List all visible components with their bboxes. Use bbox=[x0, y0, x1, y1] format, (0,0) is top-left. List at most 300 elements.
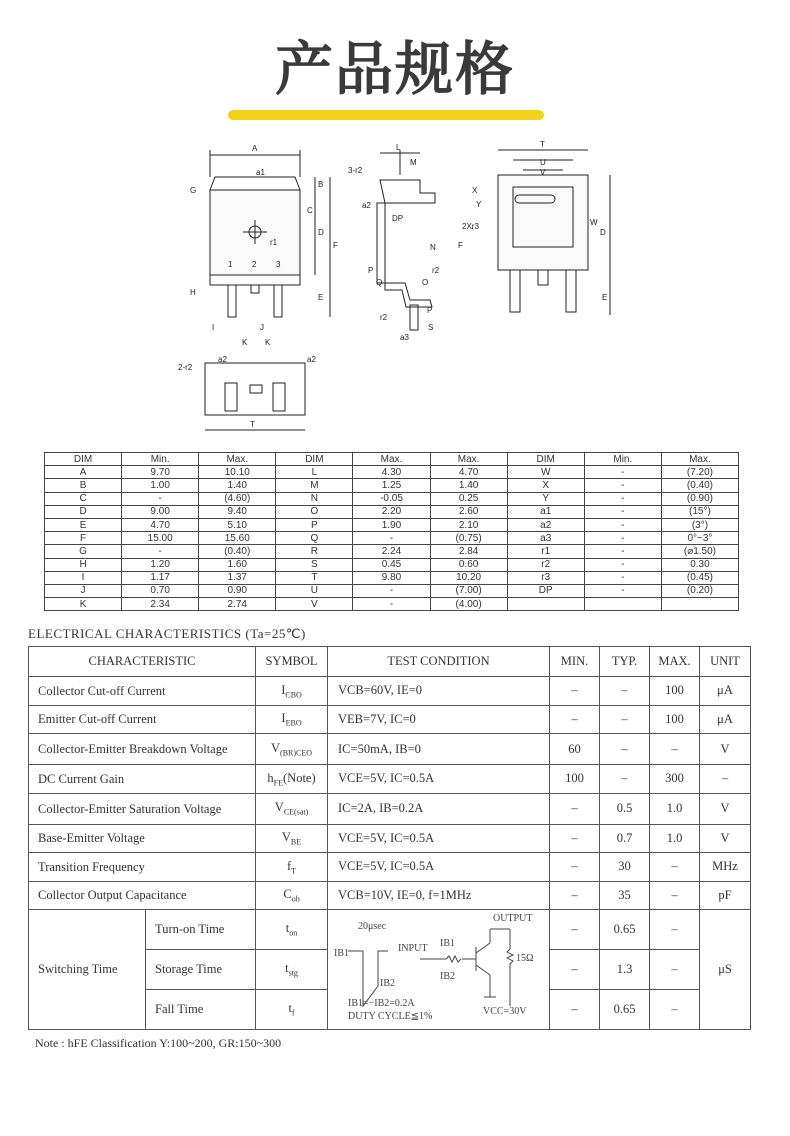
max-value: – bbox=[650, 950, 700, 990]
dimension-table-body bbox=[45, 466, 739, 611]
symbol-subscript: stg bbox=[288, 968, 298, 978]
svg-text:U: U bbox=[540, 158, 546, 167]
test-condition: VEB=7V, IC=0 bbox=[328, 705, 550, 734]
dimension-cell: - bbox=[584, 518, 661, 531]
svg-text:G: G bbox=[190, 186, 197, 195]
dimension-cell: 5.10 bbox=[199, 518, 276, 531]
max-value: – bbox=[650, 910, 700, 950]
vcc-label: VCC=30V bbox=[483, 1005, 527, 1017]
min-value: – bbox=[550, 705, 600, 734]
dimension-cell: (3°) bbox=[661, 518, 738, 531]
symbol-subscript: CBO bbox=[285, 690, 302, 699]
electrical-row bbox=[29, 881, 751, 910]
electrical-row bbox=[29, 677, 751, 706]
max-value: – bbox=[650, 853, 700, 882]
col-header: DIM bbox=[507, 453, 584, 466]
dimension-cell: F bbox=[45, 532, 122, 545]
dimension-cell: 0.30 bbox=[661, 558, 738, 571]
characteristic-name: Collector Cut-off Current bbox=[29, 677, 256, 706]
load-resistor-label: 15Ω bbox=[516, 952, 534, 964]
dimension-cell: 9.40 bbox=[199, 505, 276, 518]
title-underline bbox=[228, 110, 544, 120]
dimension-cell: H bbox=[45, 558, 122, 571]
svg-text:2-r2: 2-r2 bbox=[178, 363, 193, 372]
dimension-cell: DP bbox=[507, 584, 584, 597]
typ-value: 30 bbox=[600, 853, 650, 882]
svg-text:K: K bbox=[242, 338, 248, 347]
dimension-cell: R bbox=[276, 545, 353, 558]
ib2-label: IB2 bbox=[440, 970, 456, 982]
min-value: – bbox=[550, 824, 600, 853]
dimension-cell: I bbox=[45, 571, 122, 584]
dimension-cell: (0.90) bbox=[661, 492, 738, 505]
ib1-left-label: IB1 bbox=[334, 947, 350, 959]
svg-text:F: F bbox=[333, 241, 338, 250]
dimension-cell bbox=[584, 598, 661, 611]
dimension-cell: 0.25 bbox=[430, 492, 507, 505]
dimension-cell: - bbox=[122, 492, 199, 505]
col-header: Max. bbox=[661, 453, 738, 466]
dimension-row bbox=[45, 598, 739, 611]
typ-value: – bbox=[600, 705, 650, 734]
symbol-main: f bbox=[286, 858, 292, 873]
symbol-subscript: ob bbox=[291, 894, 300, 904]
symbol-subscript: EBO bbox=[285, 718, 302, 728]
col-header-characteristic: CHARACTERISTIC bbox=[29, 647, 256, 677]
characteristic-name: Collector-Emitter Breakdown Voltage bbox=[29, 734, 256, 765]
dimension-cell: 0.60 bbox=[430, 558, 507, 571]
dimension-row bbox=[45, 479, 739, 492]
typ-value: 0.5 bbox=[600, 793, 650, 824]
svg-text:3: 3 bbox=[276, 260, 281, 269]
dimension-cell: M bbox=[276, 479, 353, 492]
electrical-table-body bbox=[29, 677, 751, 1030]
electrical-row bbox=[29, 853, 751, 882]
dimension-cell: 1.20 bbox=[122, 558, 199, 571]
dimension-cell: 10.20 bbox=[430, 571, 507, 584]
dimension-cell: B bbox=[45, 479, 122, 492]
col-header: Max. bbox=[353, 453, 430, 466]
dimension-cell: L bbox=[276, 466, 353, 479]
dimension-cell: Q bbox=[276, 532, 353, 545]
symbol-subscript: CE(sat) bbox=[283, 807, 309, 817]
svg-text:C: C bbox=[307, 206, 313, 215]
dimension-cell: - bbox=[353, 532, 430, 545]
dimension-cell: U bbox=[276, 584, 353, 597]
dimension-cell: 15.60 bbox=[199, 532, 276, 545]
switching-circuit-svg bbox=[328, 911, 548, 1029]
col-header-test-condition: TEST CONDITION bbox=[328, 647, 550, 677]
dimension-row bbox=[45, 584, 739, 597]
dimension-cell: K bbox=[45, 598, 122, 611]
dimension-cell: 0.45 bbox=[353, 558, 430, 571]
svg-text:K: K bbox=[265, 338, 271, 347]
col-header: DIM bbox=[45, 453, 122, 466]
test-condition: VCE=5V, IC=0.5A bbox=[328, 824, 550, 853]
min-value: – bbox=[550, 950, 600, 990]
svg-text:P: P bbox=[368, 266, 374, 275]
symbol-subscript: (BR)CEO bbox=[280, 748, 313, 758]
dimension-cell: 9.80 bbox=[353, 571, 430, 584]
dimension-cell: 4.70 bbox=[430, 466, 507, 479]
dimension-cell: a2 bbox=[507, 518, 584, 531]
svg-text:J: J bbox=[260, 323, 264, 332]
max-value: – bbox=[650, 990, 700, 1030]
dimension-row bbox=[45, 492, 739, 505]
symbol-main: C bbox=[283, 887, 292, 901]
svg-text:I: I bbox=[212, 323, 215, 332]
svg-text:F: F bbox=[458, 241, 463, 250]
pulse-width-label: 20μsec bbox=[358, 920, 387, 932]
dimension-cell: G bbox=[45, 545, 122, 558]
unit-value: – bbox=[700, 765, 751, 794]
min-value: 100 bbox=[550, 765, 600, 794]
switching-sub-name: Turn-on Time bbox=[146, 910, 256, 950]
dimension-row bbox=[45, 505, 739, 518]
col-header-unit: UNIT bbox=[700, 647, 751, 677]
svg-text:a2: a2 bbox=[362, 201, 371, 210]
col-header-typ: TYP. bbox=[600, 647, 650, 677]
symbol-subscript: f bbox=[291, 1008, 295, 1018]
symbol-cell bbox=[256, 705, 328, 734]
load-resistor bbox=[507, 949, 513, 964]
dimension-cell: (0.40) bbox=[199, 545, 276, 558]
characteristic-name: DC Current Gain bbox=[29, 765, 256, 794]
min-value: – bbox=[550, 677, 600, 706]
switching-sub-name: Storage Time bbox=[146, 950, 256, 990]
output-label: OUTPUT bbox=[493, 912, 533, 924]
svg-text:N: N bbox=[430, 243, 436, 252]
symbol-cell bbox=[256, 765, 328, 794]
characteristic-name: Collector-Emitter Saturation Voltage bbox=[29, 793, 256, 824]
switching-unit: μS bbox=[700, 910, 751, 1030]
symbol-cell bbox=[256, 853, 328, 882]
unit-value: V bbox=[700, 793, 751, 824]
svg-text:B: B bbox=[318, 180, 324, 189]
page-title: 产品规格 bbox=[274, 35, 515, 103]
col-header: Max. bbox=[199, 453, 276, 466]
col-header-min: MIN. bbox=[550, 647, 600, 677]
dimension-cell: - bbox=[584, 571, 661, 584]
dimension-cell: 4.30 bbox=[353, 466, 430, 479]
test-condition: VCB=10V, IE=0, f=1MHz bbox=[328, 881, 550, 910]
dimension-table-header bbox=[45, 453, 739, 466]
symbol-main: V bbox=[271, 740, 281, 755]
svg-text:r2: r2 bbox=[432, 266, 440, 275]
svg-text:r1: r1 bbox=[270, 238, 278, 247]
svg-text:a2: a2 bbox=[307, 355, 316, 364]
dimension-cell: 2.84 bbox=[430, 545, 507, 558]
dimension-row bbox=[45, 558, 739, 571]
electrical-characteristics-title: ELECTRICAL CHARACTERISTICS (Ta=25℃) bbox=[28, 626, 306, 641]
unit-value: μA bbox=[700, 677, 751, 706]
electrical-row bbox=[29, 793, 751, 824]
unit-value: V bbox=[700, 824, 751, 853]
dimension-cell: X bbox=[507, 479, 584, 492]
dimension-cell: P bbox=[276, 518, 353, 531]
symbol-main: t bbox=[288, 1001, 292, 1016]
dimension-table bbox=[44, 452, 739, 611]
min-value: 60 bbox=[550, 734, 600, 765]
svg-text:H: H bbox=[190, 288, 196, 297]
dimension-cell: - bbox=[584, 492, 661, 505]
svg-text:O: O bbox=[422, 278, 429, 287]
col-header: DIM bbox=[276, 453, 353, 466]
symbol-subscript: FE bbox=[273, 778, 283, 787]
ib-condition-label: IB1=−IB2=0.2A bbox=[348, 997, 415, 1009]
svg-text:X: X bbox=[472, 186, 478, 195]
svg-text:W: W bbox=[590, 218, 598, 227]
dimension-cell bbox=[507, 598, 584, 611]
dimension-cell: W bbox=[507, 466, 584, 479]
dimension-cell: 1.40 bbox=[199, 479, 276, 492]
electrical-row bbox=[29, 734, 751, 765]
dimension-cell: D bbox=[45, 505, 122, 518]
min-value: – bbox=[550, 793, 600, 824]
dimension-cell: 1.25 bbox=[353, 479, 430, 492]
svg-text:E: E bbox=[318, 293, 324, 302]
switching-sub-name: Fall Time bbox=[146, 990, 256, 1030]
symbol-suffix: (Note) bbox=[283, 770, 316, 785]
dimension-cell: - bbox=[584, 584, 661, 597]
svg-text:r2: r2 bbox=[380, 313, 388, 322]
svg-text:T: T bbox=[540, 140, 545, 149]
max-value: – bbox=[650, 881, 700, 910]
characteristic-name: Transition Frequency bbox=[29, 853, 256, 882]
dimension-cell: (7.00) bbox=[430, 584, 507, 597]
dimension-cell: 2.34 bbox=[122, 598, 199, 611]
dimension-cell: T bbox=[276, 571, 353, 584]
symbol-cell bbox=[256, 793, 328, 824]
svg-text:2: 2 bbox=[252, 260, 257, 269]
dimension-cell: 9.00 bbox=[122, 505, 199, 518]
svg-text:a1: a1 bbox=[256, 168, 265, 177]
electrical-table-header bbox=[29, 647, 751, 677]
symbol-subscript: BE bbox=[290, 837, 302, 847]
max-value: 100 bbox=[650, 677, 700, 706]
dimension-row bbox=[45, 518, 739, 531]
svg-text:DP: DP bbox=[392, 214, 404, 223]
svg-text:a3: a3 bbox=[400, 333, 409, 342]
dimension-cell: 2.20 bbox=[353, 505, 430, 518]
col-header-symbol: SYMBOL bbox=[256, 647, 328, 677]
svg-text:L: L bbox=[396, 143, 401, 152]
svg-text:E: E bbox=[602, 293, 608, 302]
dimension-cell: - bbox=[584, 479, 661, 492]
test-condition: IC=2A, IB=0.2A bbox=[328, 793, 550, 824]
unit-value: MHz bbox=[700, 853, 751, 882]
dimension-cell: r1 bbox=[507, 545, 584, 558]
electrical-row bbox=[29, 705, 751, 734]
test-condition: VCE=5V, IC=0.5A bbox=[328, 765, 550, 794]
dimension-cell: (0.20) bbox=[661, 584, 738, 597]
symbol-main: t bbox=[285, 921, 290, 936]
dimension-cell: 0.90 bbox=[199, 584, 276, 597]
dimension-cell: 2.74 bbox=[199, 598, 276, 611]
test-condition: IC=50mA, IB=0 bbox=[328, 734, 550, 765]
ib1-label: IB1 bbox=[440, 937, 456, 949]
dimension-cell: 0.70 bbox=[122, 584, 199, 597]
package-outline-drawing bbox=[170, 135, 620, 445]
dimension-row bbox=[45, 466, 739, 479]
min-value: – bbox=[550, 853, 600, 882]
typ-value: 0.7 bbox=[600, 824, 650, 853]
dimension-cell: 1.60 bbox=[199, 558, 276, 571]
dimension-cell: (4.60) bbox=[199, 492, 276, 505]
switching-time-label: Switching Time bbox=[29, 910, 146, 1030]
svg-text:D: D bbox=[318, 228, 324, 237]
max-value: 100 bbox=[650, 705, 700, 734]
svg-text:3-r2: 3-r2 bbox=[348, 166, 363, 175]
dimension-cell: 1.90 bbox=[353, 518, 430, 531]
typ-value: 0.65 bbox=[600, 910, 650, 950]
symbol-cell bbox=[256, 677, 328, 706]
symbol-main: I bbox=[281, 711, 286, 725]
dimension-cell: Y bbox=[507, 492, 584, 505]
svg-text:S: S bbox=[428, 323, 434, 332]
max-value: – bbox=[650, 734, 700, 765]
max-value: 1.0 bbox=[650, 824, 700, 853]
dimension-row bbox=[45, 571, 739, 584]
typ-value: 0.65 bbox=[600, 990, 650, 1030]
dimension-cell: r2 bbox=[507, 558, 584, 571]
dimension-cell: (15°) bbox=[661, 505, 738, 518]
dimension-cell: 1.17 bbox=[122, 571, 199, 584]
dimension-cell: 4.70 bbox=[122, 518, 199, 531]
unit-value: pF bbox=[700, 881, 751, 910]
switching-row bbox=[29, 910, 751, 950]
col-header: Min. bbox=[122, 453, 199, 466]
dimension-cell: O bbox=[276, 505, 353, 518]
dimension-cell: (4.00) bbox=[430, 598, 507, 611]
dimension-cell: E bbox=[45, 518, 122, 531]
dimension-cell: 1.37 bbox=[199, 571, 276, 584]
col-header: Max. bbox=[430, 453, 507, 466]
dimension-cell: 2.24 bbox=[353, 545, 430, 558]
min-value: – bbox=[550, 910, 600, 950]
dimension-cell: - bbox=[353, 584, 430, 597]
svg-text:1: 1 bbox=[228, 260, 233, 269]
typ-value: 35 bbox=[600, 881, 650, 910]
dimension-cell: -0.05 bbox=[353, 492, 430, 505]
dimension-cell: - bbox=[584, 466, 661, 479]
symbol-subscript: on bbox=[289, 928, 298, 938]
dimension-cell bbox=[661, 598, 738, 611]
min-value: – bbox=[550, 990, 600, 1030]
dimension-cell: - bbox=[584, 545, 661, 558]
svg-text:P: P bbox=[427, 306, 433, 315]
dimension-cell: 1.00 bbox=[122, 479, 199, 492]
dimension-cell: a3 bbox=[507, 532, 584, 545]
test-condition: VCB=60V, IE=0 bbox=[328, 677, 550, 706]
svg-text:2Xr3: 2Xr3 bbox=[462, 222, 479, 231]
typ-value: – bbox=[600, 677, 650, 706]
dimension-cell: a1 bbox=[507, 505, 584, 518]
dimension-cell: J bbox=[45, 584, 122, 597]
svg-text:V: V bbox=[540, 168, 546, 177]
col-header-max: MAX. bbox=[650, 647, 700, 677]
electrical-row bbox=[29, 765, 751, 794]
dimension-cell: S bbox=[276, 558, 353, 571]
characteristic-name: Base-Emitter Voltage bbox=[29, 824, 256, 853]
svg-text:Q: Q bbox=[376, 278, 383, 287]
symbol-cell bbox=[256, 881, 328, 910]
symbol-cell bbox=[256, 734, 328, 765]
max-value: 300 bbox=[650, 765, 700, 794]
dimension-cell: C bbox=[45, 492, 122, 505]
svg-text:T: T bbox=[250, 420, 255, 429]
dimension-row bbox=[45, 545, 739, 558]
switching-test-circuit bbox=[328, 910, 550, 1030]
dimension-cell: V bbox=[276, 598, 353, 611]
dimension-cell: - bbox=[353, 598, 430, 611]
dimension-cell: (7.20) bbox=[661, 466, 738, 479]
symbol-main: h bbox=[267, 770, 274, 785]
electrical-row bbox=[29, 824, 751, 853]
symbol-main: V bbox=[281, 830, 291, 844]
hfe-classification-note: Note : hFE Classification Y:100~200, GR:150~300 bbox=[35, 1036, 282, 1050]
test-condition: VCE=5V, IC=0.5A bbox=[328, 853, 550, 882]
svg-text:A: A bbox=[252, 144, 258, 153]
dimension-cell: 9.70 bbox=[122, 466, 199, 479]
ib2-left-label: IB2 bbox=[380, 977, 396, 989]
dimension-cell: - bbox=[122, 545, 199, 558]
characteristic-name: Collector Output Capacitance bbox=[29, 881, 256, 910]
dimension-cell: (0.45) bbox=[661, 571, 738, 584]
input-label: INPUT bbox=[398, 942, 428, 954]
symbol-cell bbox=[256, 990, 328, 1030]
svg-text:D: D bbox=[600, 228, 606, 237]
max-value: 1.0 bbox=[650, 793, 700, 824]
dimension-cell: 0°~3° bbox=[661, 532, 738, 545]
dimension-cell: A bbox=[45, 466, 122, 479]
dimension-cell: 10.10 bbox=[199, 466, 276, 479]
symbol-main: I bbox=[281, 682, 286, 697]
typ-value: – bbox=[600, 734, 650, 765]
dimension-row bbox=[45, 532, 739, 545]
dimension-cell: 2.60 bbox=[430, 505, 507, 518]
dimension-cell: r3 bbox=[507, 571, 584, 584]
symbol-cell bbox=[256, 910, 328, 950]
typ-value: – bbox=[600, 765, 650, 794]
dimension-cell: 1.40 bbox=[430, 479, 507, 492]
duty-cycle-label: DUTY CYCLE≦1% bbox=[348, 1010, 433, 1022]
unit-value: V bbox=[700, 734, 751, 765]
symbol-cell bbox=[256, 824, 328, 853]
svg-text:M: M bbox=[410, 158, 417, 167]
dimension-cell: (⌀1.50) bbox=[661, 545, 738, 558]
svg-text:Y: Y bbox=[476, 200, 482, 209]
symbol-subscript: T bbox=[291, 866, 297, 875]
electrical-characteristics-table bbox=[28, 646, 751, 1030]
symbol-main: t bbox=[285, 961, 289, 976]
dimension-cell: - bbox=[584, 558, 661, 571]
dimension-cell: 15.00 bbox=[122, 532, 199, 545]
unit-value: μA bbox=[700, 705, 751, 734]
dimension-cell: - bbox=[584, 505, 661, 518]
min-value: – bbox=[550, 881, 600, 910]
characteristic-name: Emitter Cut-off Current bbox=[29, 705, 256, 734]
symbol-cell bbox=[256, 950, 328, 990]
dimension-cell: (0.40) bbox=[661, 479, 738, 492]
dimension-cell: (0.75) bbox=[430, 532, 507, 545]
col-header: Min. bbox=[584, 453, 661, 466]
svg-text:a2: a2 bbox=[218, 355, 227, 364]
symbol-main: V bbox=[274, 800, 284, 815]
dimension-cell: N bbox=[276, 492, 353, 505]
typ-value: 1.3 bbox=[600, 950, 650, 990]
dimension-cell: - bbox=[584, 532, 661, 545]
